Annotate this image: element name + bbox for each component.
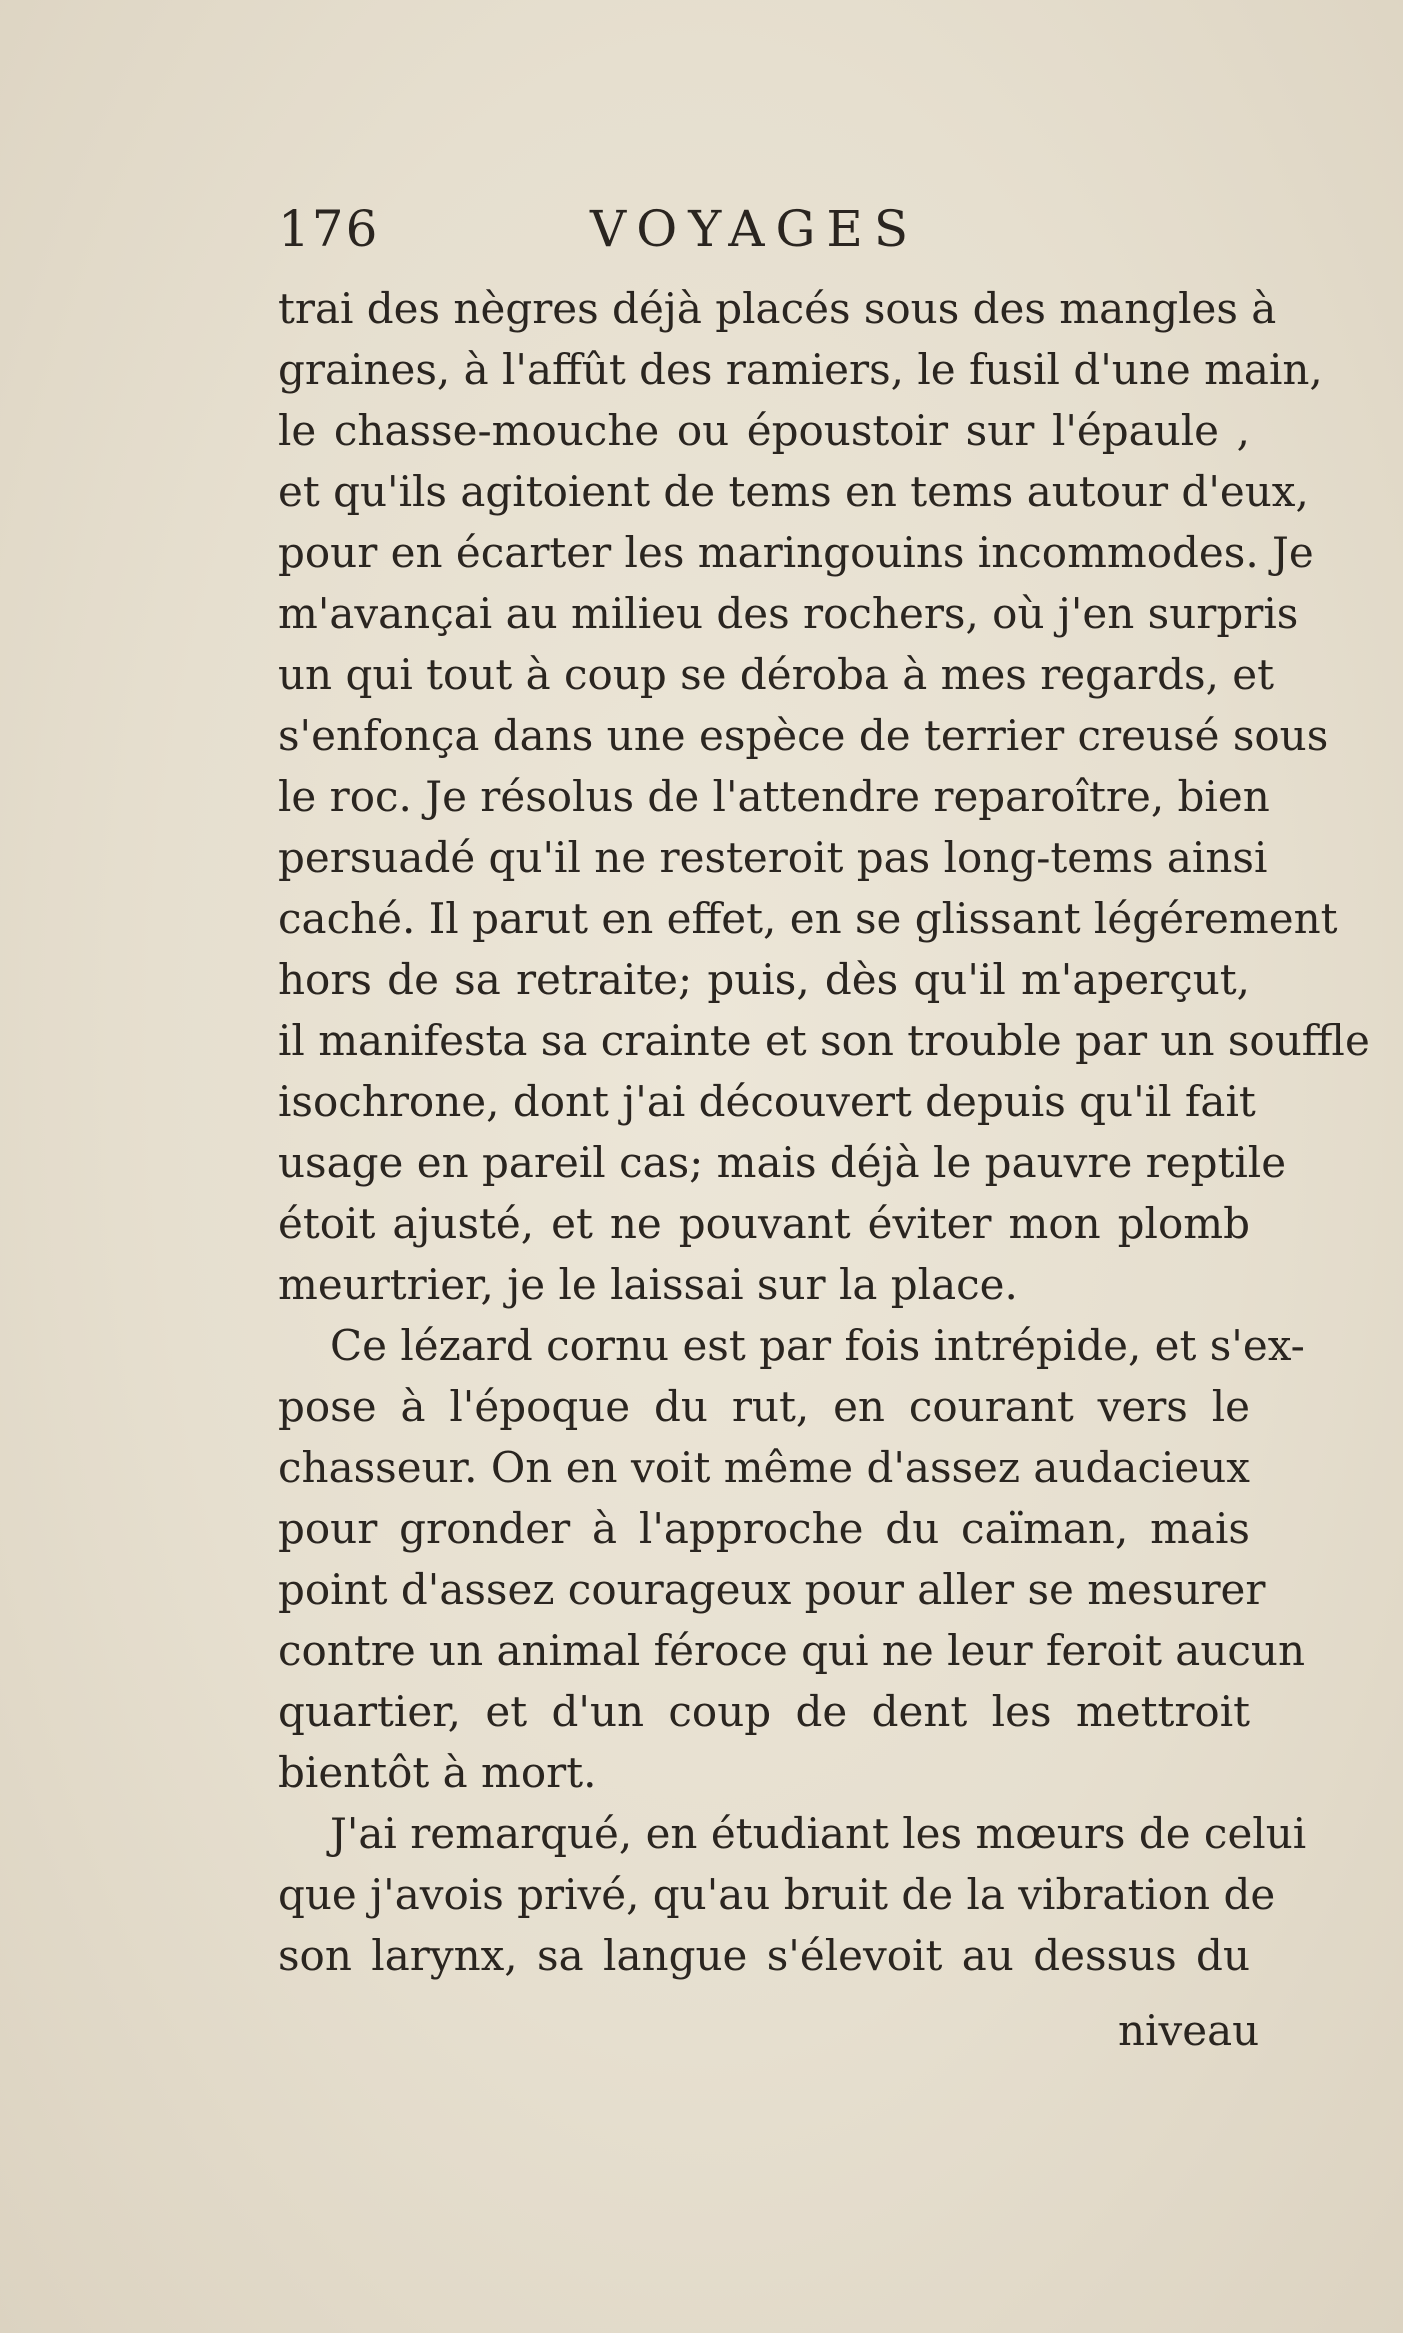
text-line: un qui tout à coup se déroba à mes regards, et xyxy=(278,650,1275,699)
text-line: quartier, et d'un coup de dent les mettroit xyxy=(278,1687,1250,1736)
text-line: le chasse-mouche ou époustoir sur l'épaule , xyxy=(278,406,1250,455)
catchword: niveau xyxy=(1118,2006,1260,2055)
text-line: pose à l'époque du rut, en courant vers le xyxy=(278,1382,1250,1431)
text-line: et qu'ils agitoient de tems en tems autour d'eux, xyxy=(278,467,1309,516)
text-line: que j'avois privé, qu'au bruit de la vibration de xyxy=(278,1870,1276,1919)
text-line: usage en pareil cas; mais déjà le pauvre reptile xyxy=(278,1138,1287,1187)
text-line: son larynx, sa langue s'élevoit au dessus du xyxy=(278,1931,1250,1980)
running-head: VOYAGES xyxy=(590,200,920,258)
text-line: étoit ajusté, et ne pouvant éviter mon plomb xyxy=(278,1199,1250,1248)
page-header xyxy=(278,200,1258,270)
text-line: pour en écarter les maringouins incommodes. Je xyxy=(278,528,1314,577)
text-line: chasseur. On en voit même d'assez audacieux xyxy=(278,1443,1250,1492)
text-line: graines, à l'affût des ramiers, le fusil d'une main, xyxy=(278,345,1323,394)
text-line: le roc. Je résolus de l'attendre reparoître, bien xyxy=(278,772,1270,821)
text-line: m'avançai au milieu des rochers, où j'en surpris xyxy=(278,589,1299,638)
text-line: il manifesta sa crainte et son trouble par un souffle xyxy=(278,1016,1370,1065)
text-line: hors de sa retraite; puis, dès qu'il m'aperçut, xyxy=(278,955,1250,1004)
text-line: s'enfonça dans une espèce de terrier creusé sous xyxy=(278,711,1329,760)
text-line: isochrone, dont j'ai découvert depuis qu'il fait xyxy=(278,1077,1256,1126)
body-text xyxy=(278,278,1370,1986)
paragraph-start-line: Ce lézard cornu est par fois intrépide, et s'ex- xyxy=(330,1321,1305,1370)
page-number: 176 xyxy=(278,200,380,258)
text-line: bientôt à mort. xyxy=(278,1748,597,1797)
text-line: contre un animal féroce qui ne leur feroit aucun xyxy=(278,1626,1306,1675)
text-line: meurtrier, je le laissai sur la place. xyxy=(278,1260,1018,1309)
text-line: caché. Il parut en effet, en se glissant légérement xyxy=(278,894,1338,943)
text-line: pour gronder à l'approche du caïman, mais xyxy=(278,1504,1250,1553)
text-line: persuadé qu'il ne resteroit pas long-tems ainsi xyxy=(278,833,1268,882)
paragraph-start-line: J'ai remarqué, en étudiant les mœurs de celui xyxy=(330,1809,1307,1858)
text-line: trai des nègres déjà placés sous des mangles à xyxy=(278,284,1277,333)
text-line: point d'assez courageux pour aller se mesurer xyxy=(278,1565,1266,1614)
